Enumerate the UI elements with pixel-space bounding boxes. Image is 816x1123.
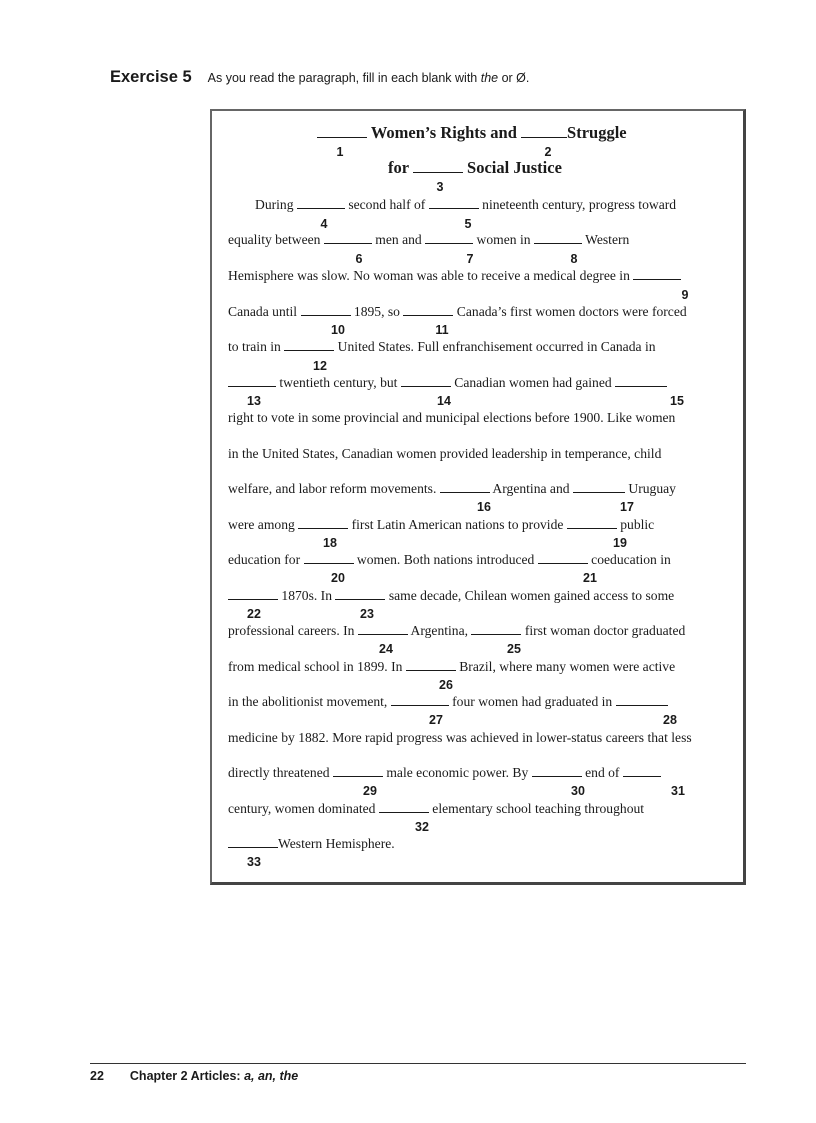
text-line: in the United States, Canadian women provided leadership in temperance, child [228, 446, 662, 461]
blank-32[interactable] [379, 811, 429, 813]
text-line: welfare, and labor reform movements. Argentina and Uruguay [228, 481, 676, 496]
blank-4[interactable] [297, 207, 345, 209]
blank-number: 2 [544, 145, 552, 159]
blank-10[interactable] [301, 314, 351, 316]
blank-20[interactable] [304, 562, 354, 564]
blank-number: 7 [466, 252, 474, 266]
blank-17[interactable] [573, 491, 625, 493]
blank-13[interactable] [228, 385, 276, 387]
blank-19[interactable] [567, 527, 617, 529]
blank-number: 33 [247, 855, 261, 869]
blank-number: 10 [331, 323, 345, 337]
text-line: 1870s. In same decade, Chilean women gained access to some [228, 588, 674, 604]
blank-number: 12 [313, 359, 327, 373]
blank-number: 32 [415, 820, 429, 834]
blank-24[interactable] [358, 633, 408, 635]
blank-22[interactable] [228, 598, 278, 600]
blank-number: 16 [477, 500, 491, 514]
blank-1[interactable] [317, 136, 367, 138]
exercise-instruction: As you read the paragraph, fill in each blank with the or Ø. [207, 71, 530, 85]
exercise-header [110, 68, 529, 87]
blank-2[interactable] [521, 136, 567, 138]
blank-number: 24 [379, 642, 393, 656]
blank-number: 13 [247, 394, 261, 408]
blank-number: 29 [363, 784, 377, 798]
text-line: medicine by 1882. More rapid progress was achieved in lower-status careers that less [228, 730, 692, 745]
blank-26[interactable] [406, 669, 456, 671]
text-line: from medical school in 1899. In Brazil, where many women were active [228, 659, 676, 674]
blank-28[interactable] [616, 704, 668, 706]
blank-21[interactable] [538, 562, 588, 564]
blank-number: 4 [320, 217, 328, 231]
blank-5[interactable] [429, 207, 479, 209]
blank-number: 9 [681, 288, 689, 302]
text-line: professional careers. In Argentina, first woman doctor graduated [228, 623, 686, 638]
blank-number: 20 [331, 571, 345, 585]
blank-23[interactable] [335, 598, 385, 600]
text-line: Hemisphere was slow. No woman was able to receive a medical degree in [228, 268, 681, 284]
blank-14[interactable] [401, 385, 451, 387]
blank-29[interactable] [333, 775, 383, 777]
blank-3[interactable] [413, 171, 463, 173]
blank-31[interactable] [623, 775, 661, 777]
blank-number: 6 [355, 252, 363, 266]
blank-number: 21 [583, 571, 597, 585]
chapter-title: Chapter 2 Articles: [129, 1069, 245, 1083]
blank-number: 14 [437, 394, 451, 408]
blank-16[interactable] [440, 491, 490, 493]
blank-number: 18 [323, 536, 337, 550]
blank-27[interactable] [391, 704, 449, 706]
blank-12[interactable] [284, 349, 334, 351]
blank-9[interactable] [633, 278, 681, 280]
blank-30[interactable] [532, 775, 582, 777]
chapter-articles: a, an, the [244, 1069, 299, 1083]
blank-number: 17 [620, 500, 634, 514]
blank-number: 23 [360, 607, 374, 621]
blank-number: 27 [429, 713, 443, 727]
blank-11[interactable] [403, 314, 453, 316]
blank-6[interactable] [324, 242, 372, 244]
text-line: During second half of nineteenth century, progress toward [255, 197, 677, 212]
blank-number: 3 [436, 180, 444, 194]
title-line-2: for Social Justice [388, 158, 562, 177]
footer-rule [90, 1063, 746, 1064]
text-line: Canada until 1895, so Canada’s first women doctors were forced [228, 304, 687, 319]
text-line: education for women. Both nations introduced coeducation in [228, 552, 671, 567]
text-line: right to vote in some provincial and municipal elections before 1900. Like women [228, 410, 676, 425]
blank-number: 8 [570, 252, 578, 266]
page-number: 22 [90, 1069, 104, 1083]
text-line: equality between men and women in Western [228, 232, 630, 247]
title-line-1: Women’s Rights and Struggle [317, 123, 627, 143]
text-line: were among first Latin American nations to provide public [228, 517, 655, 532]
blank-25[interactable] [471, 633, 521, 635]
blank-number: 25 [507, 642, 521, 656]
blank-number: 31 [671, 784, 685, 798]
page-footer [90, 1069, 298, 1083]
blank-number: 15 [670, 394, 684, 408]
text-line: twentieth century, but Canadian women had gained [228, 375, 667, 391]
blank-number: 19 [613, 536, 627, 550]
blank-number: 26 [439, 678, 453, 692]
blank-number: 1 [336, 145, 344, 159]
exercise-label: Exercise 5 [110, 68, 192, 86]
blank-number: 5 [464, 217, 472, 231]
exercise-frame [210, 109, 746, 885]
text-line: Western Hemisphere. [228, 836, 395, 852]
blank-number: 28 [663, 713, 677, 727]
blank-33[interactable] [228, 846, 278, 848]
blank-number: 22 [247, 607, 261, 621]
blank-number: 30 [571, 784, 585, 798]
blank-8[interactable] [534, 242, 582, 244]
text-line: to train in United States. Full enfranchisement occurred in Canada in [228, 339, 656, 354]
blank-number: 11 [435, 323, 449, 337]
blank-18[interactable] [298, 527, 348, 529]
text-line: century, women dominated elementary school teaching throughout [228, 801, 645, 816]
blank-7[interactable] [425, 242, 473, 244]
blank-15[interactable] [615, 385, 667, 387]
text-line: in the abolitionist movement, four women had graduated in [228, 694, 668, 710]
text-line: directly threatened male economic power. By end of [228, 765, 661, 781]
